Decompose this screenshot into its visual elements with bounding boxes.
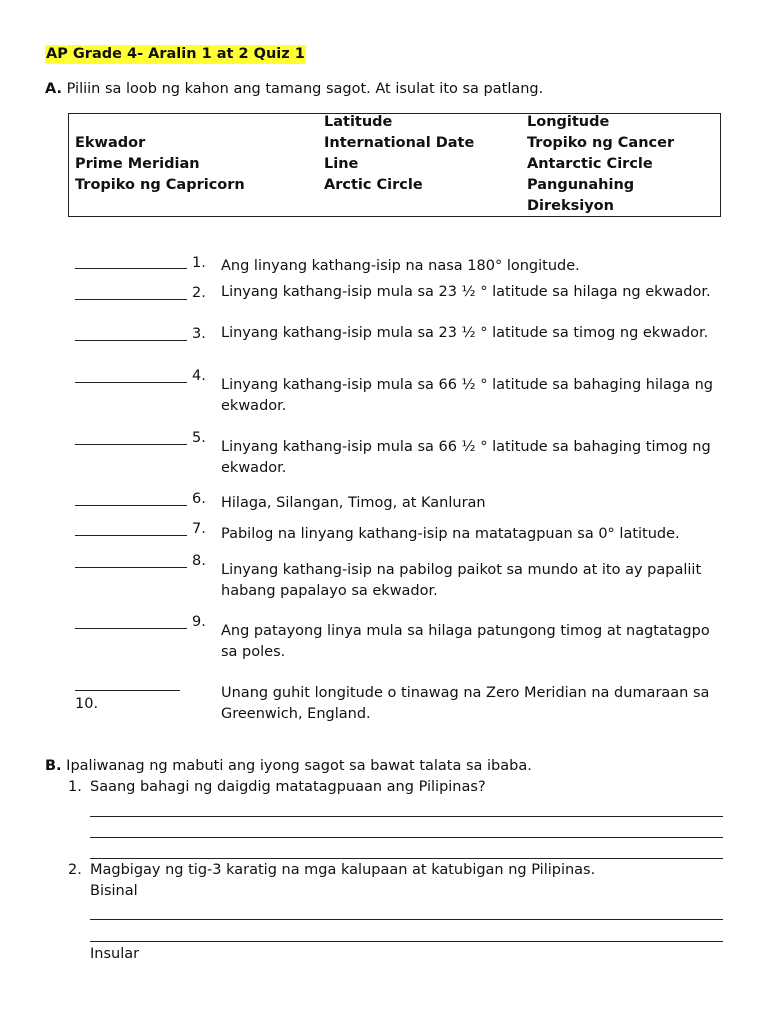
choice: Antarctic Circle	[527, 156, 653, 172]
answer-blank[interactable]	[75, 299, 187, 300]
choices-box	[68, 113, 721, 217]
section-a-instruction	[45, 80, 543, 99]
subheading-bisinal: Bisinal	[90, 883, 138, 899]
item-text: Pabilog na linyang kathang-isip na matatagpuan sa 0° latitude.	[221, 526, 680, 542]
item-number: 10.	[75, 696, 99, 712]
choice: Pangunahing	[527, 177, 635, 193]
item-number: 6.	[192, 491, 206, 507]
question-b2-text: Magbigay ng tig-3 karatig na mga kalupaan at katubigan ng Pilipinas.	[90, 862, 596, 878]
item-text: Linyang kathang-isip mula sa 23 ½ ° latitude sa hilaga ng ekwador.	[221, 284, 711, 300]
answer-line[interactable]	[90, 837, 723, 838]
answer-line[interactable]	[90, 919, 723, 920]
choice: Latitude	[324, 114, 393, 130]
answer-blank[interactable]	[75, 690, 180, 691]
answer-line[interactable]	[90, 816, 723, 817]
section-b-instruction	[45, 757, 532, 776]
choice: Direksiyon	[527, 198, 614, 214]
item-text: Ang patayong linya mula sa hilaga patungong timog at nagtatagpo sa poles.	[221, 623, 710, 660]
item-text: Linyang kathang-isip na pabilog paikot sa mundo at ito ay papaliit habang papalayo sa ekwador.	[221, 562, 702, 599]
question-b2	[68, 860, 82, 880]
item-text: Unang guhit longitude o tinawag na Zero Meridian na dumaraan sa Greenwich, England.	[221, 685, 710, 722]
section-b-text: Ipaliwanag ng mabuti ang iyong sagot sa bawat talata sa ibaba.	[66, 758, 532, 774]
question-number: 2.	[68, 862, 82, 878]
choice: International Date	[324, 135, 475, 151]
question-b1	[68, 777, 82, 797]
choice: Tropiko ng Capricorn	[75, 177, 245, 193]
choice: Longitude	[527, 114, 610, 130]
answer-blank[interactable]	[75, 444, 187, 445]
item-text: Linyang kathang-isip mula sa 66 ½ ° latitude sa bahaging timog ng ekwador.	[221, 439, 711, 476]
question-b1-text: Saang bahagi ng daigdig matatagpuaan ang Pilipinas?	[90, 779, 486, 795]
answer-line[interactable]	[90, 941, 723, 942]
item-text: Hilaga, Silangan, Timog, at Kanluran	[221, 495, 486, 511]
item-number: 9.	[192, 614, 206, 630]
choice: Tropiko ng Cancer	[527, 135, 675, 151]
answer-blank[interactable]	[75, 268, 187, 269]
choices-column-1	[75, 133, 245, 196]
item-text: Ang linyang kathang-isip na nasa 180° longitude.	[221, 258, 580, 274]
choice: Ekwador	[75, 135, 146, 151]
subheading-insular: Insular	[90, 946, 140, 962]
item-number: 5.	[192, 430, 206, 446]
item-number: 8.	[192, 553, 206, 569]
item-text: Linyang kathang-isip mula sa 66 ½ ° latitude sa bahaging hilaga ng ekwador.	[221, 377, 713, 414]
answer-blank[interactable]	[75, 382, 187, 383]
page-title: AP Grade 4- Aralin 1 at 2 Quiz 1	[46, 46, 305, 62]
answer-blank[interactable]	[75, 567, 187, 568]
item-number: 2.	[192, 285, 206, 301]
answer-blank[interactable]	[75, 505, 187, 506]
item-number: 4.	[192, 368, 206, 384]
section-a-text: Piliin sa loob ng kahon ang tamang sagot. At isulat ito sa patlang.	[66, 81, 544, 97]
choices-column-3	[527, 112, 674, 217]
answer-blank[interactable]	[75, 535, 187, 536]
item-number: 7.	[192, 521, 206, 537]
question-number: 1.	[68, 779, 82, 795]
choice: Prime Meridian	[75, 156, 200, 172]
item-text: Linyang kathang-isip mula sa 23 ½ ° latitude sa timog ng ekwador.	[221, 325, 709, 341]
section-a-letter: A.	[45, 81, 62, 97]
item-number: 1.	[192, 255, 206, 271]
choice: Arctic Circle	[324, 177, 423, 193]
item-number: 3.	[192, 326, 206, 342]
answer-blank[interactable]	[75, 340, 187, 341]
choices-column-2	[324, 112, 474, 196]
choice: Line	[324, 156, 359, 172]
section-b-letter: B.	[45, 758, 62, 774]
answer-blank[interactable]	[75, 628, 187, 629]
answer-line[interactable]	[90, 858, 723, 859]
